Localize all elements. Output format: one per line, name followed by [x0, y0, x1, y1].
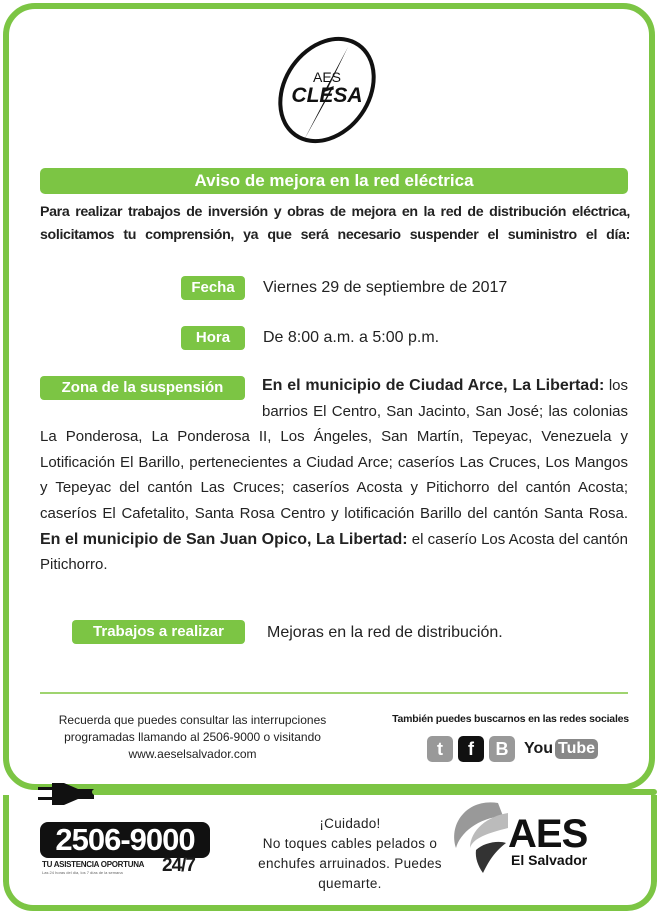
- notice-title: Aviso de mejora en la red eléctrica: [40, 168, 628, 194]
- assist-label: TU ASISTENCIA OPORTUNA: [42, 860, 145, 869]
- hora-value: De 8:00 a.m. a 5:00 p.m.: [263, 329, 440, 346]
- website-link[interactable]: www.aeselsalvador.com: [128, 747, 257, 761]
- blogger-icon[interactable]: B: [489, 736, 515, 762]
- facebook-icon[interactable]: f: [458, 736, 484, 762]
- zona-label: Zona de la suspensión: [40, 376, 245, 400]
- aes-logo-sub: El Salvador: [511, 852, 588, 868]
- svg-text:CLESA: CLESA: [291, 84, 363, 107]
- youtube-icon[interactable]: You Tube: [524, 739, 598, 759]
- aes-clesa-logo: [272, 30, 382, 150]
- zona-heading-1: En el municipio de Ciudad Arce, La Libertad:: [262, 377, 605, 394]
- fecha-value: Viernes 29 de septiembre de 2017: [263, 279, 508, 296]
- cable-line: [92, 789, 657, 795]
- divider: [40, 692, 628, 694]
- frame-edge: [651, 800, 657, 840]
- safety-warning: ¡Cuidado! No toques cables pelados o enchufes arruinados. Puedes quemarte.: [258, 816, 442, 891]
- aes-logo-text: AES: [508, 812, 588, 856]
- fecha-label: Fecha: [181, 276, 245, 300]
- zona-heading-2: En el municipio de San Juan Opico, La Libertad:: [40, 530, 408, 548]
- zona-text: [40, 373, 628, 578]
- svg-text:AES: AES: [312, 69, 342, 85]
- assist-sub: Las 24 horas del día, los 7 días de la semana: [42, 870, 123, 875]
- h247-label: 24/7: [162, 855, 195, 876]
- intro-text: Para realizar trabajos de inversión y obras de mejora en la red de distribución eléctrica, solicitamos tu comprensión, ya que será necesario suspender el suministro el día:: [40, 204, 630, 243]
- reminder-text: Recuerda que puedes consultar las interrupciones programadas llamando al 2506-9000 o visitando www.aeselsalvador.com: [40, 712, 345, 763]
- hora-label: Hora: [181, 326, 245, 350]
- zona-list-2: el caserío Los Acosta del cantón Pitichorro.: [40, 530, 628, 574]
- twitter-icon[interactable]: t: [427, 736, 453, 762]
- trabajos-value: Mejoras en la red de distribución.: [267, 624, 503, 641]
- social-icons: [427, 736, 598, 762]
- zona-list-1: los barrios El Centro, San Jacinto, San José; las colonias La Ponderosa, La Ponderosa II, Los Ángeles, San Martín, Tepeyac, Venezuela y Lotificación El Barillo, pertenecientes a Ciudad Arce; caseríos Las Cruces, Los Mangos y Tepeyac del cantón Las Cruces; caseríos Acosta y Pitichorro del cantón Acosta; caseríos El Cafetalito, Santa Rosa Centro y lotificación Barillo del cantón Santa Rosa.: [40, 377, 628, 522]
- trabajos-label: Trabajos a realizar: [72, 620, 245, 644]
- plug-icon: [38, 780, 96, 813]
- phone-number: 2506-9000: [40, 822, 210, 858]
- social-label: También puedes buscarnos en las redes sociales: [392, 713, 629, 725]
